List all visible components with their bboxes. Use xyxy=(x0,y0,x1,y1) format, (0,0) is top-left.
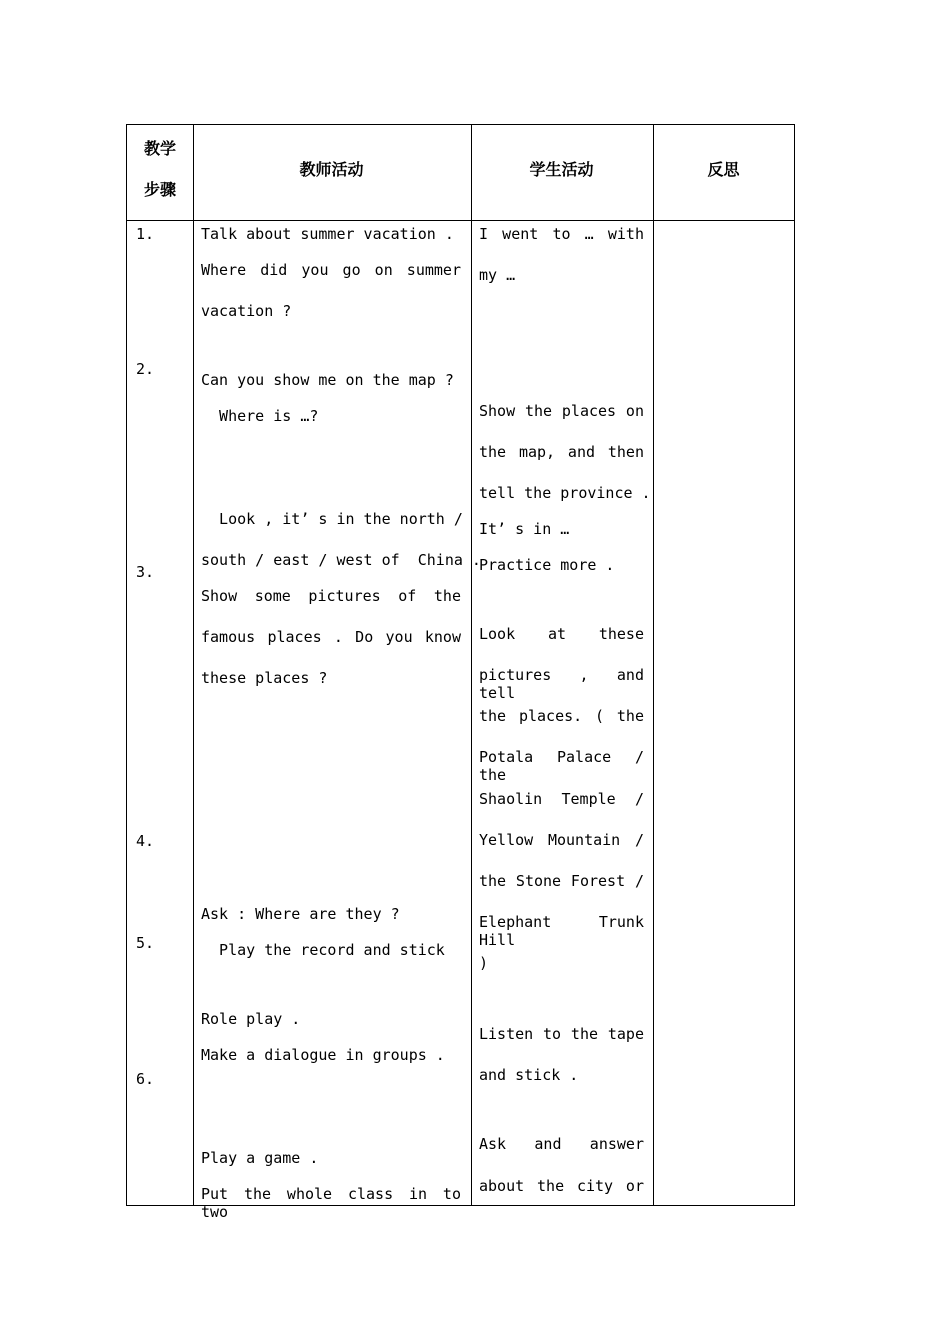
student-line: Show the places on xyxy=(479,402,644,420)
student-line: Elephant Trunk Hill xyxy=(479,913,644,949)
teacher-line: Where is …? xyxy=(201,407,319,425)
teacher-line: Role play . xyxy=(201,1010,301,1028)
step-number: 4. xyxy=(136,832,155,850)
student-line: It’ s in … xyxy=(479,520,570,538)
step-number: 3. xyxy=(136,563,155,581)
teacher-line: south / east / west of China . xyxy=(201,551,481,569)
student-line: I went to … with xyxy=(479,225,644,243)
header-reflection: 反思 xyxy=(707,160,740,179)
teacher-line: Talk about summer vacation . xyxy=(201,225,454,243)
student-line: my … xyxy=(479,266,516,284)
teacher-line: Play the record and stick xyxy=(201,941,445,959)
student-line: Shaolin Temple / xyxy=(479,790,644,808)
header-step-line1: 教学 xyxy=(143,139,176,158)
column-divider xyxy=(193,125,194,1205)
student-line: Potala Palace / the xyxy=(479,748,644,784)
student-line: ) xyxy=(479,954,489,972)
student-line: the Stone Forest / xyxy=(479,872,644,890)
step-number: 5. xyxy=(136,934,155,952)
student-line: Practice more . xyxy=(479,556,615,574)
teacher-line: Play a game . xyxy=(201,1149,319,1167)
student-line: Yellow Mountain / xyxy=(479,831,644,849)
student-line: and stick . xyxy=(479,1066,579,1084)
step-number: 2. xyxy=(136,360,155,378)
teacher-line: Make a dialogue in groups . xyxy=(201,1046,445,1064)
teacher-line: Put the whole class in to two xyxy=(201,1185,461,1221)
student-line: Listen to the tape xyxy=(479,1025,644,1043)
student-line: tell the province . xyxy=(479,484,651,502)
teacher-line: Where did you go on summer xyxy=(201,261,461,279)
step-number: 6. xyxy=(136,1070,155,1088)
student-line: the places. ( the xyxy=(479,707,644,725)
header-step-line2: 步骤 xyxy=(143,180,176,199)
teacher-line: Can you show me on the map ? xyxy=(201,371,454,389)
student-line: Look at these xyxy=(479,625,644,643)
student-line: the map, and then xyxy=(479,443,644,461)
teacher-line: Look , it’ s in the north / xyxy=(201,510,463,528)
teacher-line: Ask : Where are they ? xyxy=(201,905,400,923)
column-divider xyxy=(653,125,654,1205)
teacher-line: these places ? xyxy=(201,669,328,687)
header-teacher-activity: 教师活动 xyxy=(299,160,364,179)
teacher-line: Show some pictures of the xyxy=(201,587,461,605)
student-line: about the city or xyxy=(479,1177,644,1195)
student-line: pictures , and tell xyxy=(479,666,644,702)
step-number: 1. xyxy=(136,225,155,243)
header-student-activity: 学生活动 xyxy=(529,160,594,179)
header-divider xyxy=(127,220,794,221)
teacher-line: vacation ? xyxy=(201,302,292,320)
teacher-line: famous places . Do you know xyxy=(201,628,461,646)
column-divider xyxy=(471,125,472,1205)
student-line: Ask and answer xyxy=(479,1135,644,1153)
lesson-plan-table xyxy=(126,124,795,1206)
